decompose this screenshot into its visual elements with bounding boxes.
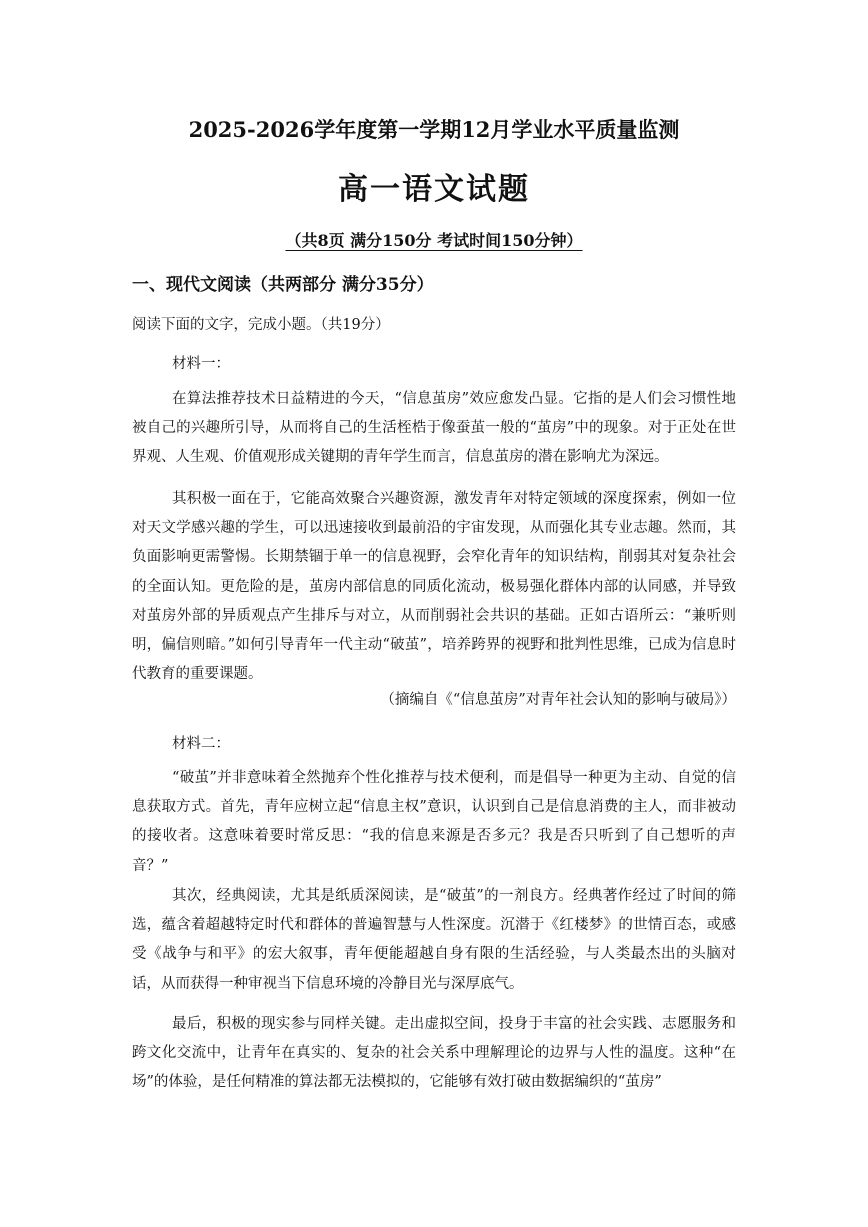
material-one-source: （摘编自《“信息茧房”对青年社会认知的影响与破局》） <box>380 692 736 708</box>
material-two-paragraph: “破茧”并非意味着全然抛弃个性化推荐与技术便利，而是倡导一种更为主动、自觉的信息获取方式。首先，青年应树立起“信息主权”意识，认识到自己是信息消费的主人，而非被动的接收者。这意味着要时常反思：“我的信息来源是否多元？我是否只听到了自己想听的声音？” <box>132 770 736 874</box>
material-one-label: 材料一： <box>172 356 230 372</box>
exam-info-text: （共8页 满分150分 考试时间150分钟） <box>285 231 583 250</box>
material-one-paragraph: 在算法推荐技术日益精进的今天，“信息茧房”效应愈发凸显。它指的是人们会习惯性地被自己的兴趣所引导，从而将自己的生活桎梏于像蚕茧一般的“茧房”中的现象。对于正处在世界观、人生观、价值观形成关键期的青年学生而言，信息茧房的潜在影响尤为深远。 <box>132 391 736 466</box>
material-two-paragraph: 最后，积极的现实参与同样关键。走出虚拟空间，投身于丰富的社会实践、志愿服务和跨文化交流中，让青年在真实的、复杂的社会关系中理解理论的边界与人性的温度。这种“在场”的体验，是任何精准的算法都无法模拟的，它能够有效打破由数据编织的“茧房” <box>132 1016 736 1091</box>
material-two-paragraph: 其次，经典阅读，尤其是纸质深阅读，是“破茧”的一剂良方。经典著作经过了时间的筛选，蕴含着超越特定时代和群体的普遍智慧与人性深度。沉潜于《红楼梦》的世情百态，或感受《战争与和平》的宏大叙事，青年便能超越自身有限的生活经验，与人类最杰出的头脑对话，从而获得一种审视当下信息环境的冷静目光与深厚底气。 <box>132 888 736 992</box>
section-heading: 一、现代文阅读（共两部分 满分35分） <box>132 275 434 295</box>
material-two-label: 材料二： <box>172 736 230 752</box>
exam-info <box>0 228 868 251</box>
reading-instructions: 阅读下面的文字，完成小题。（共19分） <box>132 317 390 333</box>
subject-title: 高一语文试题 <box>338 172 530 207</box>
material-one-paragraph: 其积极一面在于，它能高效聚合兴趣资源，激发青年对特定领域的深度探索，例如一位对天文学感兴趣的学生，可以迅速接收到最前沿的宇宙发现，从而强化其专业志趣。然而，其负面影响更需警惕。长期禁锢于单一的信息视野，会窄化青年的知识结构，削弱其对复杂社会的全面认知。更危险的是，茧房内部信息的同质化流动，极易强化群体内部的认同感，并导致对茧房外部的异质观点产生排斥与对立，从而削弱社会共识的基础。正如古语所云：“兼听则明，偏信则暗。”如何引导青年一代主动“破茧”，培养跨界的视野和批判性思维，已成为信息时代教育的重要课题。 <box>132 491 736 683</box>
exam-title: 2025-2026学年度第一学期12月学业水平质量监测 <box>188 117 680 142</box>
